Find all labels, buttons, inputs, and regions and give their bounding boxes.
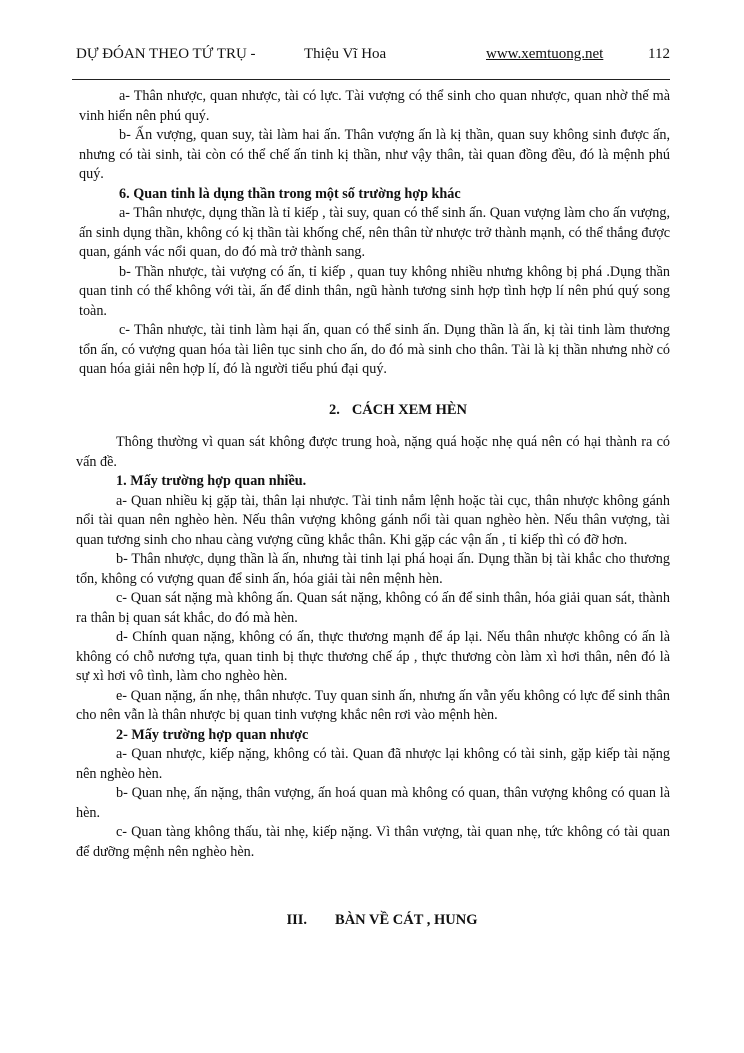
section-number: 2. [328,402,340,418]
subheading: 6. Quan tinh là dụng thần trong một số trường hợp khác [119,185,461,202]
list-item: e- Quan nặng, ấn nhẹ, thân nhược. Tuy quan sinh ấn, nhưng ấn vẫn yếu không có lực để sinh thân cho nên vẫn là thân nhược bị quan tinh vượng khắc nên rơi vào mệnh hèn. [76,687,670,723]
section-number: III. [286,912,308,928]
list-item: c- Quan tàng không thấu, tài nhẹ, kiếp nặng. Vì thân vượng, tài quan nhẹ, tức không có tài quan để dưỡng mệnh nên nghèo hèn. [76,824,670,860]
section-heading [0,912,744,929]
section-1-body [79,87,670,380]
section-2-body [76,433,670,862]
list-item: b- Thân nhược, dụng thần là ấn, nhưng tài tinh lại phá hoại ấn. Dụng thần bị tài khắc cho thương tổn, không có vượng quan để sinh ấn, hóa giải tài nên mệnh hèn. [76,551,670,587]
subheading: 1. Mấy trường hợp quan nhiều. [116,473,307,489]
header-divider [72,79,670,80]
book-title: DỰ ĐÓAN THEO TỨ TRỤ - [76,46,256,62]
list-item: d- Chính quan nặng, không có ấn, thực thương mạnh để áp lại. Nếu thân nhược không có ấn là không có chỗ nương tựa, quan tinh bị thực thương chế áp , thực thương còn làm xì hơi thân, nên đó là sự xì hơi vô tình, làm cho nghèo hèn. [76,629,670,684]
page-header [76,46,670,68]
page-number: 112 [648,46,670,62]
section-title: CÁCH XEM HÈN [351,402,468,418]
list-item: a- Quan nhiều kị gặp tài, thân lại nhược. Tài tinh nắm lệnh hoặc tài cục, thân nhược không gánh nổi tài quan nên nghèo hèn. Nếu thân vượng không gánh nổi tài quan nghèo hèn. Nếu thân vượng, tài quan tương sinh cho nhau càng vượng cũng khắc thân. Khi gặp các vận ấn , tỉ kiếp thì có đỡ hơn. [76,492,670,548]
list-item: a- Quan nhược, kiếp nặng, không có tài. Quan đã nhược lại không có tài sinh, gặp kiếp tài nặng nên nghèo hèn. [76,746,670,782]
paragraph: a- Thân nhược, dụng thần là tỉ kiếp , tài suy, quan có thể sinh ấn. Quan vượng làm cho ấn vượng, ấn sinh dụng thần, không có kị thần tài khống chế, nên thân từ nhược trở thành mạnh, có thể thắng được quan, gánh vác nổi quan, do đó mà trở thành sang. [79,205,670,260]
author-name: Thiệu Vĩ Hoa [304,46,387,62]
paragraph: a- Thân nhược, quan nhược, tài có lực. Tài vượng có thể sinh cho quan nhược, quan nhờ thế mà vinh hiển nên phú quý. [79,88,670,124]
paragraph: b- Thần nhược, tài vượng có ấn, tỉ kiếp , quan tuy không nhiều nhưng không bị phá .Dụng thần quan tinh có thể không với tài, ấn để dinh thân, ngũ hành tương sinh hợp tình hợp lí nên phú quý song toàn. [79,263,670,319]
website-link[interactable]: www.xemtuong.net [486,46,604,62]
list-item: b- Quan nhẹ, ấn nặng, thân vượng, ấn hoá quan mà không có quan, thân vượng không có quan là hèn. [76,785,670,821]
section-title: BÀN VỀ CÁT , HUNG [335,912,478,928]
list-item: c- Quan sát nặng mà không ấn. Quan sát nặng, không có ấn để sinh thân, hóa giải quan sát, thành ra thân bị quan sát khắc, do đó mà hèn. [76,590,670,626]
section-heading [0,402,744,419]
paragraph: Thông thường vì quan sát không được trung hoà, nặng quá hoặc nhẹ quá nên có hại thành ra có vấn đề. [76,434,670,470]
paragraph: b- Ấn vượng, quan suy, tài làm hai ấn. Thân vượng ấn là kị thần, quan suy không sinh được ấn, nhưng có tài sinh, tài còn có thể chế ấn tinh kị thần, như vậy thân, tài quan đồng đều, đó là mệnh phú quý. [79,127,670,182]
paragraph: c- Thân nhược, tài tinh làm hại ấn, quan có thể sinh ấn. Dụng thần là ấn, kị tài tinh làm thương tổn ấn, có vượng quan hóa tài liên tục sinh cho ấn, do đó mà sinh cho thân. Tài là kị thần nhưng nhờ có quan hóa giải nên hợp lí, đó là người tiểu phú đại quý. [79,322,670,377]
subheading: 2- Mấy trường hợp quan nhược [116,726,309,743]
